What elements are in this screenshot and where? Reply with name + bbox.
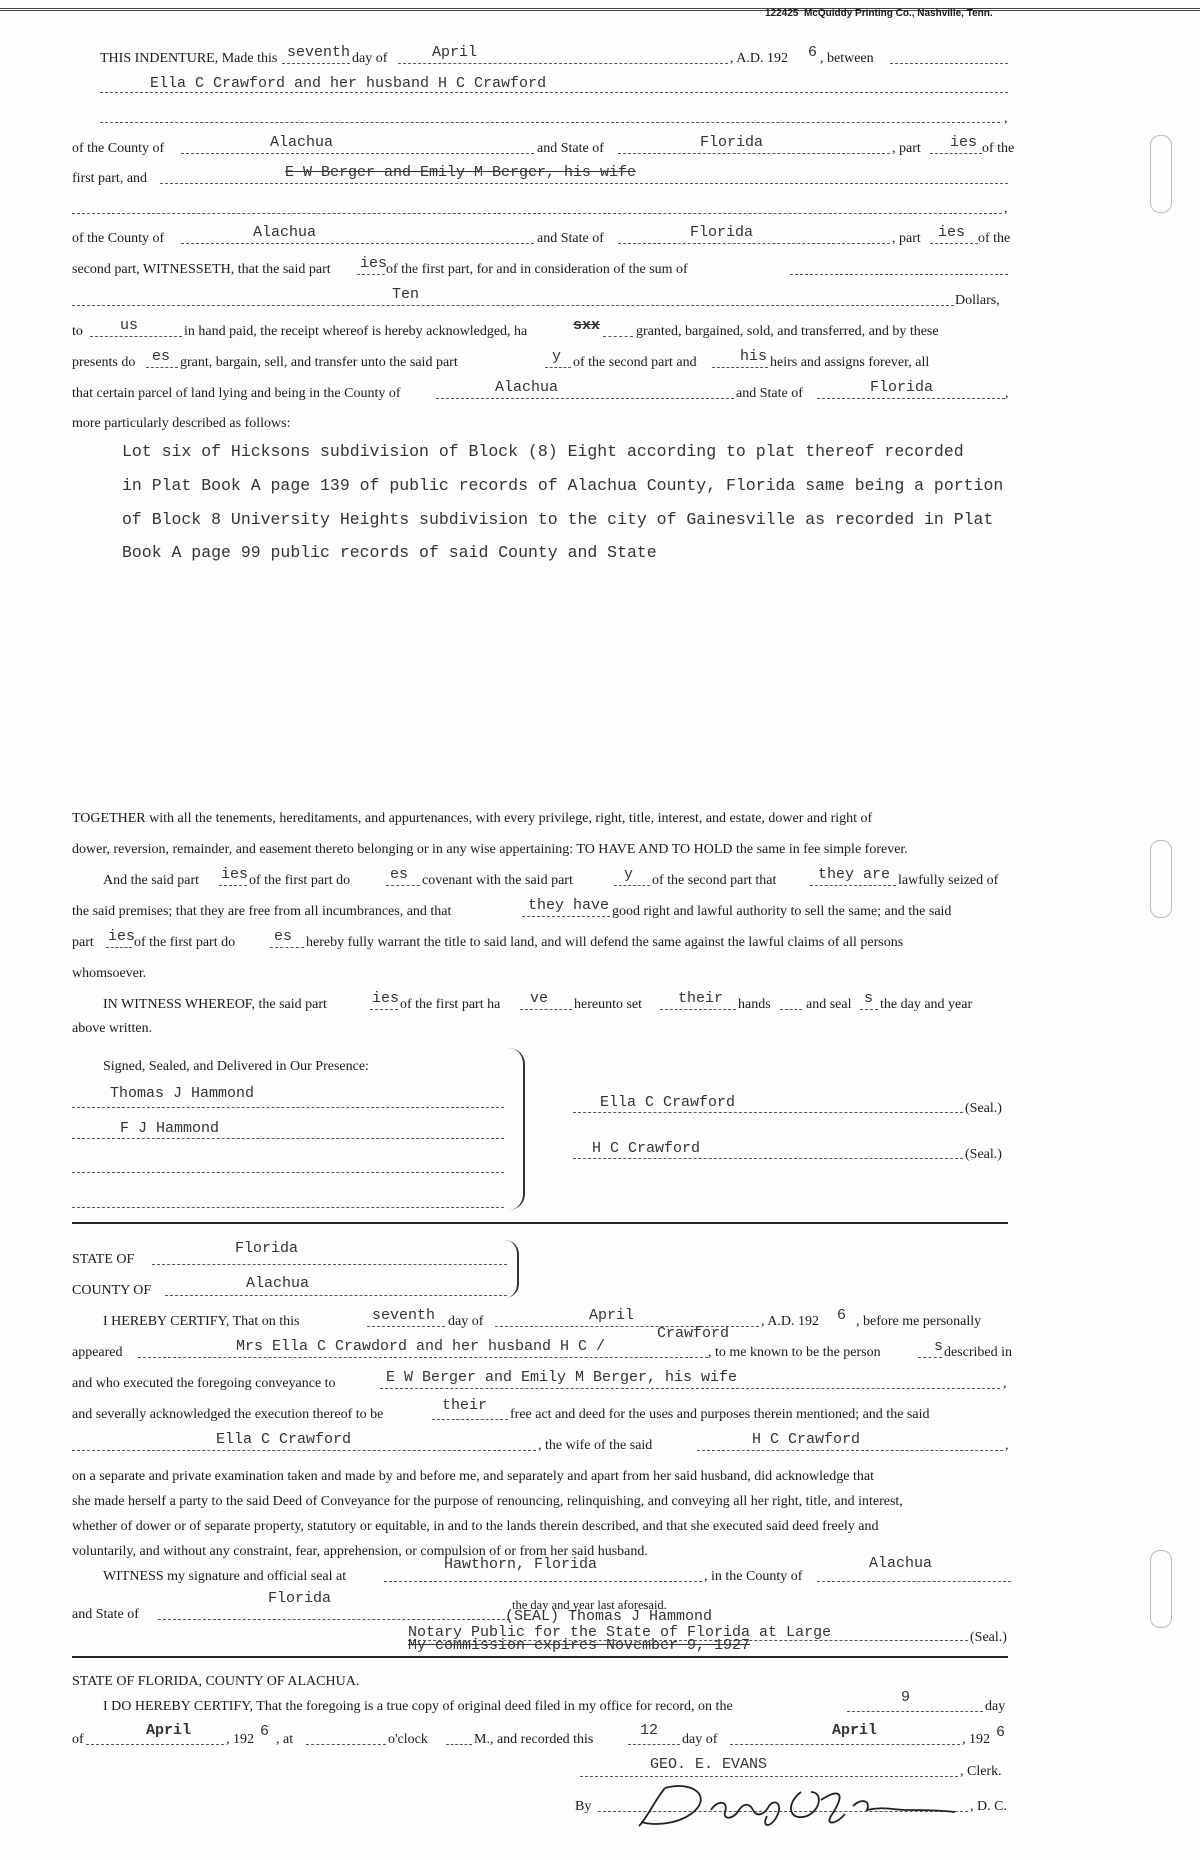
ack-executed-to: and who executed the foregoing conveyance to bbox=[72, 1376, 336, 1391]
witness-3-line bbox=[72, 1172, 504, 1173]
grantee-county: Alachua bbox=[253, 224, 317, 241]
witness-2-name: F J Hammond bbox=[120, 1120, 220, 1137]
ack-their-underline bbox=[432, 1419, 508, 1420]
rec-recorded-day-underline bbox=[628, 1744, 680, 1745]
ack-known-underline bbox=[918, 1357, 942, 1358]
granted-label: granted, bargained, sold, and transferred, and by these bbox=[636, 324, 939, 339]
witnesseth-label: second part, WITNESSETH, that the said part bbox=[72, 262, 331, 277]
rec-day-of: day of bbox=[682, 1732, 718, 1747]
warrant-underline bbox=[106, 947, 132, 948]
grantee-underline bbox=[160, 183, 1008, 184]
comma-3: , bbox=[1005, 386, 1009, 401]
ack-appeared-names: Mrs Ella C Crawdord and her husband H C / bbox=[236, 1338, 606, 1355]
grantor-sig-2-line bbox=[573, 1158, 963, 1159]
in-hand-label: in hand paid, the receipt whereof is hereby acknowledged, ha bbox=[184, 324, 528, 339]
ack-executed-underline bbox=[380, 1388, 1000, 1389]
ad-label: , A.D. 192 bbox=[730, 51, 788, 66]
covenant-underline bbox=[219, 885, 247, 886]
rec-by: By bbox=[575, 1799, 592, 1814]
ack-notary-title: Notary Public for the State of Florida at Large bbox=[408, 1624, 832, 1641]
ack-separate-1: on a separate and private examination taken and made by and before me, and separately and apart from her said husband, did acknowledge that bbox=[72, 1469, 874, 1484]
their-underline bbox=[660, 1009, 736, 1010]
consideration-label: of the first part, for and in consideration of the sum of bbox=[386, 262, 688, 277]
ack-husband-underline bbox=[697, 1450, 1003, 1451]
covenant-do-suffix: es bbox=[390, 866, 409, 883]
printer-imprint: 122425 McQuiddy Printing Co., Nashville, Tenn. bbox=[765, 8, 993, 19]
section-rule-1 bbox=[72, 1222, 1008, 1224]
grantor-signature-1: Ella C Crawford bbox=[600, 1094, 736, 1111]
covenant-with: covenant with the said part bbox=[422, 873, 573, 888]
rec-filed-day: 9 bbox=[901, 1689, 911, 1706]
month-underline bbox=[398, 63, 728, 64]
rec-of: of bbox=[72, 1732, 84, 1747]
rec-m-underline bbox=[446, 1744, 472, 1745]
top-rule bbox=[0, 8, 1200, 11]
parcel-label: that certain parcel of land lying and being in the County of bbox=[72, 386, 401, 401]
of-the-label: of the bbox=[982, 141, 1015, 156]
unto-suffix: y bbox=[552, 348, 562, 365]
sum-written: Ten bbox=[392, 286, 420, 303]
consideration-underline bbox=[790, 274, 1008, 275]
comma-4: , bbox=[1003, 1376, 1007, 1391]
ack-day: seventh bbox=[372, 1307, 436, 1324]
witness-1-name: Thomas J Hammond bbox=[110, 1085, 255, 1102]
rec-m-recorded: M., and recorded this bbox=[474, 1732, 594, 1747]
signed-in-presence: Signed, Sealed, and Delivered in Our Presence: bbox=[103, 1059, 369, 1074]
rec-heading: STATE OF FLORIDA, COUNTY OF ALACHUA. bbox=[72, 1674, 360, 1689]
grantee-underline-2 bbox=[72, 213, 1002, 214]
ack-separate-3: whether of dower or of separate property, statutory or equitable, in and to the lands therein described, and that she executed said deed freely and bbox=[72, 1519, 879, 1534]
deed-day: seventh bbox=[287, 44, 351, 61]
ack-known-suffix: s bbox=[934, 1338, 944, 1355]
together-line-1: TOGETHER with all the tenements, hereditaments, and appurtenances, with every privilege, right, title, interest, and estate, dower and right of bbox=[72, 811, 873, 826]
ack-day-underline bbox=[367, 1326, 445, 1327]
covenant-with-suffix: y bbox=[624, 866, 634, 883]
ack-notary-name: (SEAL) Thomas J Hammond bbox=[505, 1608, 713, 1625]
ack-appeared-underline bbox=[138, 1357, 708, 1358]
and-seal: and seal bbox=[806, 997, 852, 1012]
has-suffix: sxx bbox=[573, 317, 601, 334]
rec-recorded-year-digit: 6 bbox=[996, 1724, 1006, 1741]
witness-have: ve bbox=[530, 990, 549, 1007]
ack-in-county: , in the County of bbox=[704, 1569, 803, 1584]
ack-crawford-insert: Crawford bbox=[657, 1325, 730, 1342]
warrant-do: of the first part do bbox=[134, 935, 236, 950]
hereunto: hereunto set bbox=[574, 997, 643, 1012]
ack-husband-name: H C Crawford bbox=[752, 1431, 861, 1448]
ack-notary-commission: My commission expires November 9, 1927 bbox=[408, 1637, 751, 1654]
deputy-clerk-signature bbox=[625, 1770, 965, 1832]
has-underline bbox=[603, 336, 633, 337]
presents-underline bbox=[146, 367, 178, 368]
ack-wife-of-said: , the wife of the said bbox=[538, 1438, 653, 1453]
ack-described-in: described in bbox=[944, 1345, 1013, 1360]
grantee-state-label: and State of bbox=[537, 231, 604, 246]
ack-place-state-underline bbox=[158, 1619, 510, 1620]
day-year: the day and year bbox=[880, 997, 973, 1012]
ack-year-digit: 6 bbox=[837, 1307, 847, 1324]
rec-recorded-day: 12 bbox=[640, 1722, 659, 1739]
seal-2: (Seal.) bbox=[965, 1147, 1002, 1162]
covenant-start: And the said part bbox=[103, 873, 200, 888]
indenture-line: THIS INDENTURE, Made this bbox=[100, 51, 278, 66]
rec-dc: , D. C. bbox=[970, 1799, 1007, 1814]
grantor-state-underline bbox=[618, 153, 890, 154]
warrant-text: hereby fully warrant the title to said land, and will defend the same against the lawful claims of all persons bbox=[306, 935, 904, 950]
section-rule-2 bbox=[72, 1656, 1008, 1658]
seal-1: (Seal.) bbox=[965, 1101, 1002, 1116]
day-of-label: day of bbox=[352, 51, 388, 66]
heirs-label: heirs and assigns forever, all bbox=[770, 355, 930, 370]
rec-certify: I DO HEREBY CERTIFY, That the foregoing is a true copy of original deed filed in my office for record, on the bbox=[103, 1699, 733, 1714]
parcel-county: Alachua bbox=[495, 379, 559, 396]
ack-separate-4: voluntarily, and without any constraint, fear, apprehension, or compulsion of or from her said husband. bbox=[72, 1544, 648, 1559]
ack-wife-name: Ella C Crawford bbox=[216, 1431, 352, 1448]
ack-place-county: Alachua bbox=[869, 1555, 933, 1572]
rec-filed-month: April bbox=[146, 1722, 192, 1739]
seized-underline bbox=[810, 885, 896, 886]
covenant-second: of the second part that bbox=[652, 873, 777, 888]
grantor-underline-2 bbox=[100, 122, 1000, 123]
lawfully-seized: lawfully seized of bbox=[898, 873, 999, 888]
ack-place-underline bbox=[384, 1581, 702, 1582]
have-who: they have bbox=[528, 897, 610, 914]
seal-underline bbox=[860, 1009, 878, 1010]
grantee-county-label: of the County of bbox=[72, 231, 165, 246]
grantee-part-suffix: ies bbox=[938, 224, 966, 241]
rec-comma-192: , 192 bbox=[226, 1732, 254, 1747]
grantee-state: Florida bbox=[690, 224, 754, 241]
part-word: part bbox=[72, 935, 94, 950]
second-part-and-label: of the second part and bbox=[573, 355, 697, 370]
grantee-names: E W Berger and Emily M Berger, his wife bbox=[285, 164, 637, 181]
ack-free-act: free act and deed for the uses and purposes therein mentioned; and the said bbox=[510, 1407, 930, 1422]
grantor-sig-1-line bbox=[573, 1112, 963, 1113]
witness-1-line bbox=[72, 1107, 504, 1108]
covenant-with-underline bbox=[614, 885, 650, 886]
paid-to-underline bbox=[90, 336, 182, 337]
part-label: , part bbox=[892, 141, 921, 156]
ack-day-year: the day and year last aforesaid. bbox=[512, 1598, 667, 1612]
ack-state-underline bbox=[152, 1264, 507, 1265]
rec-oclock-underline bbox=[306, 1744, 386, 1745]
comma: , bbox=[1004, 111, 1008, 126]
ack-and-state: and State of bbox=[72, 1607, 139, 1622]
heirs-of: his bbox=[740, 348, 768, 365]
ack-witness-sig: WITNESS my signature and official seal at bbox=[103, 1569, 347, 1584]
legal-description-line-2: in Plat Book A page 139 of public records of Alachua County, Florida same being a portion bbox=[122, 476, 1004, 495]
rec-clerk: , Clerk. bbox=[960, 1764, 1002, 1779]
ack-their: their bbox=[442, 1397, 488, 1414]
rec-filed-year-digit: 6 bbox=[260, 1723, 270, 1740]
ack-witness-place: Hawthorn, Florida bbox=[444, 1556, 598, 1573]
deed-month: April bbox=[432, 44, 478, 61]
legal-description-line-1: Lot six of Hicksons subdivision of Block (8) Eight according to plat thereof recorded bbox=[122, 442, 964, 461]
witness-underline bbox=[370, 1009, 398, 1010]
grantor-state-label: and State of bbox=[537, 141, 604, 156]
rec-filed-month-underline bbox=[86, 1744, 224, 1745]
ack-seal: (Seal.) bbox=[970, 1630, 1007, 1645]
day-underline bbox=[282, 63, 350, 64]
ack-place-county-underline bbox=[817, 1581, 1011, 1582]
described-label: more particularly described as follows: bbox=[72, 416, 291, 431]
ack-severally: and severally acknowledged the execution thereof to be bbox=[72, 1407, 384, 1422]
rec-oclock: o'clock bbox=[388, 1732, 428, 1747]
punch-hole-top bbox=[1150, 135, 1172, 213]
ack-executed-names: E W Berger and Emily M Berger, his wife bbox=[386, 1369, 738, 1386]
between-label: , between bbox=[820, 51, 874, 66]
witness-2-line bbox=[72, 1138, 504, 1139]
rec-day: day bbox=[985, 1699, 1006, 1714]
ack-state: Florida bbox=[235, 1240, 299, 1257]
deed-year-digit: 6 bbox=[808, 44, 818, 61]
ack-county-underline bbox=[165, 1295, 507, 1296]
ack-separate-2: she made herself a party to the said Deed of Conveyance for the purpose of renouncing, relinquishing, and conveying all her right, title, and interest, bbox=[72, 1494, 903, 1509]
ack-appeared: appeared bbox=[72, 1345, 123, 1360]
warrant-do-suffix: es bbox=[274, 928, 293, 945]
rec-comma-192-2: , 192 bbox=[962, 1732, 990, 1747]
whomsoever: whomsoever. bbox=[72, 966, 147, 981]
grantor-signature-2: H C Crawford bbox=[592, 1140, 701, 1157]
hands-underline bbox=[780, 1009, 802, 1010]
punch-hole-bottom bbox=[1150, 1550, 1172, 1628]
warrant-suffix: ies bbox=[108, 928, 136, 945]
ack-certify: I HEREBY CERTIFY, That on this bbox=[103, 1314, 300, 1329]
seized-who: they are bbox=[818, 866, 891, 883]
grantor-county: Alachua bbox=[270, 134, 334, 151]
sum-underline bbox=[72, 305, 954, 306]
grantor-county-label: of the County of bbox=[72, 141, 165, 156]
grantor-county-underline bbox=[181, 153, 534, 154]
good-right: good right and lawful authority to sell the same; and the said bbox=[612, 904, 952, 919]
seal-suffix: s bbox=[864, 990, 874, 1007]
rec-recorded-month: April bbox=[832, 1722, 878, 1739]
witness-their: their bbox=[678, 990, 724, 1007]
dollars-label: Dollars, bbox=[955, 293, 1000, 308]
above-written: above written. bbox=[72, 1021, 153, 1036]
warrant-do-underline bbox=[270, 947, 304, 948]
comma-5: , bbox=[1005, 1438, 1009, 1453]
ack-day-of: day of bbox=[448, 1314, 484, 1329]
rec-recorded-month-underline bbox=[730, 1744, 960, 1745]
together-line-2: dower, reversion, remainder, and easement thereto belonging or in any wise appertaining: TO HAVE AND TO HOLD the same in fee simple forever. bbox=[72, 842, 908, 857]
unto-underline bbox=[545, 367, 571, 368]
ack-before-me: , before me personally bbox=[856, 1314, 982, 1329]
have-underline bbox=[522, 916, 610, 917]
covenant-suffix: ies bbox=[221, 866, 249, 883]
signature-brace bbox=[505, 1048, 525, 1210]
grantee-state-underline bbox=[618, 243, 890, 244]
ack-month: April bbox=[589, 1307, 635, 1324]
heirs-underline bbox=[712, 367, 768, 368]
covenant-do: of the first part do bbox=[249, 873, 351, 888]
legal-description-line-3: of Block 8 University Heights subdivision to the city of Gainesville as recorded in Plat bbox=[122, 510, 994, 529]
state-county-brace bbox=[505, 1240, 519, 1298]
ack-place-state: Florida bbox=[268, 1590, 332, 1607]
hands: hands bbox=[738, 997, 771, 1012]
witness-suffix: ies bbox=[372, 990, 400, 1007]
paid-to: us bbox=[120, 317, 139, 334]
grantee-county-underline bbox=[181, 243, 534, 244]
parcel-state: Florida bbox=[870, 379, 934, 396]
witness-have-underline bbox=[520, 1009, 572, 1010]
comma-2: , bbox=[1004, 201, 1008, 216]
grant-label: grant, bargain, sell, and transfer unto the said part bbox=[180, 355, 458, 370]
premises-text: the said premises; that they are free from all incumbrances, and that bbox=[72, 904, 452, 919]
presents-label: presents do bbox=[72, 355, 136, 370]
of-the-label-2: of the bbox=[978, 231, 1011, 246]
between-underline bbox=[890, 63, 1008, 64]
first-part-and-label: first part, and bbox=[72, 171, 148, 186]
ack-known: , to me known to be the person bbox=[708, 1345, 881, 1360]
parcel-state-underline bbox=[817, 398, 1005, 399]
punch-hole-middle bbox=[1150, 840, 1172, 918]
parcel-county-underline bbox=[436, 398, 734, 399]
rec-filed-day-underline bbox=[847, 1711, 983, 1712]
part-label-2: , part bbox=[892, 231, 921, 246]
grantor-part-suffix: ies bbox=[950, 134, 978, 151]
witness-4-line bbox=[72, 1207, 504, 1208]
witnesseth-suffix: ies bbox=[360, 255, 388, 272]
ack-county: Alachua bbox=[246, 1275, 310, 1292]
part-underline bbox=[930, 153, 982, 154]
ack-wife-underline bbox=[72, 1450, 536, 1451]
witness-start: IN WITNESS WHEREOF, the said part bbox=[103, 997, 327, 1012]
rec-at: , at bbox=[276, 1732, 294, 1747]
witness-first: of the first part ha bbox=[400, 997, 501, 1012]
presents-suffix: es bbox=[152, 348, 171, 365]
to-label: to bbox=[72, 324, 83, 339]
ack-ad: , A.D. 192 bbox=[761, 1314, 819, 1329]
grantor-names: Ella C Crawford and her husband H C Crawford bbox=[150, 75, 547, 92]
ack-county-label: COUNTY OF bbox=[72, 1283, 152, 1298]
rec-clerk-name: GEO. E. EVANS bbox=[650, 1756, 768, 1773]
parcel-state-label: and State of bbox=[736, 386, 803, 401]
covenant-do-underline bbox=[386, 885, 420, 886]
part-underline-2 bbox=[930, 243, 978, 244]
grantor-state: Florida bbox=[700, 134, 764, 151]
witnesseth-underline bbox=[357, 274, 385, 275]
ack-state-label: STATE OF bbox=[72, 1252, 135, 1267]
legal-description-line-4: Book A page 99 public records of said County and State bbox=[122, 543, 657, 562]
